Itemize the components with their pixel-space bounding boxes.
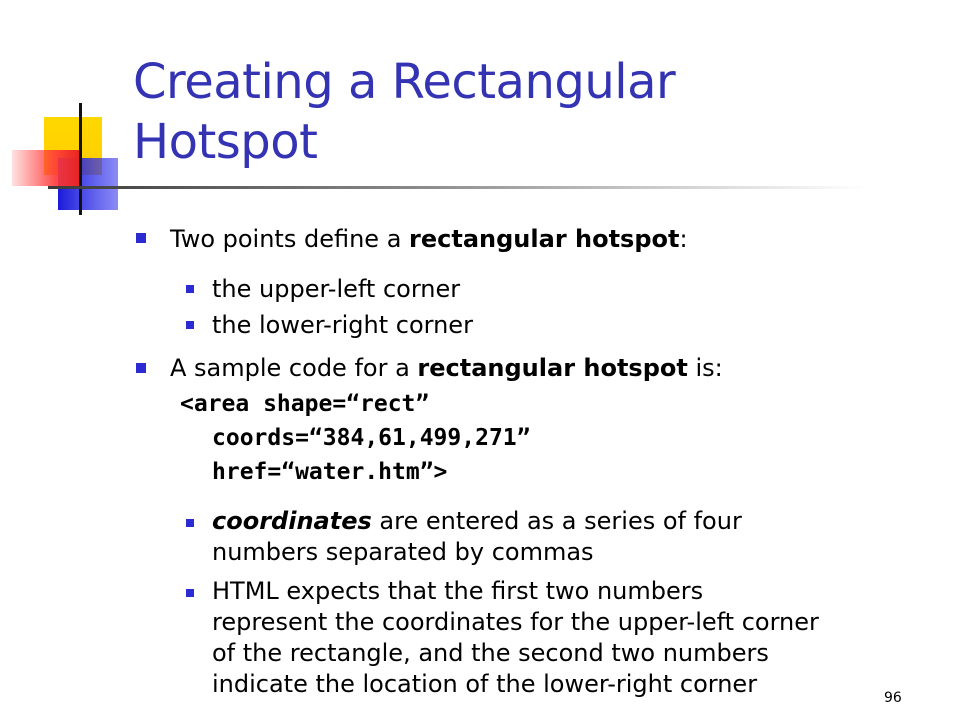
deco-vertical-line: [79, 103, 82, 215]
slide-title-line2: Hotspot: [133, 114, 318, 170]
deco-red-bar: [12, 150, 82, 186]
note-italic-term: coordinates: [212, 507, 372, 535]
bullet-text: Two points define a: [170, 225, 410, 253]
code-line-3: href=“water.htm”>: [212, 459, 448, 485]
note-text: indicate the location of the lower-right corner: [212, 670, 758, 698]
bullet-square-icon: [136, 233, 146, 243]
note-text: of the rectangle, and the second two numbers: [212, 639, 769, 667]
bullet-text: A sample code for a: [170, 354, 418, 382]
code-line-2: coords=“384,61,499,271”: [212, 425, 531, 451]
note-text: numbers separated by commas: [212, 538, 594, 566]
bullet-bold-term: rectangular hotspot: [417, 354, 688, 382]
page-number: 96: [884, 690, 902, 706]
slide-title: [133, 52, 675, 172]
code-line-1: <area shape=“rect”: [180, 391, 430, 417]
slide-title-line1: Creating a Rectangular: [133, 54, 676, 110]
bullet-two-points: [170, 225, 688, 253]
sub-bullet-square-icon: [186, 321, 194, 329]
bullet-sample-code: [170, 354, 723, 382]
note-html-expects: [212, 576, 819, 700]
sub-bullet-upper-left: the upper-left corner: [212, 275, 461, 303]
bullet-square-icon: [136, 363, 146, 373]
bullet-text-suffix: is:: [687, 354, 723, 382]
sub-bullet-square-icon: [186, 519, 194, 527]
bullet-bold-term: rectangular hotspot: [409, 225, 680, 253]
corner-decoration-graphic: [0, 0, 140, 230]
bullet-text-suffix: :: [679, 225, 688, 253]
title-underline-rule: [48, 186, 868, 189]
note-text: are entered as a series of four: [371, 507, 742, 535]
sub-bullet-square-icon: [186, 285, 194, 293]
note-coordinates: [212, 506, 742, 568]
sub-bullet-square-icon: [186, 589, 194, 597]
note-text: HTML expects that the first two numbers: [212, 577, 704, 605]
sub-bullet-lower-right: the lower-right corner: [212, 311, 473, 339]
note-text: represent the coordinates for the upper-left corner: [212, 608, 819, 636]
